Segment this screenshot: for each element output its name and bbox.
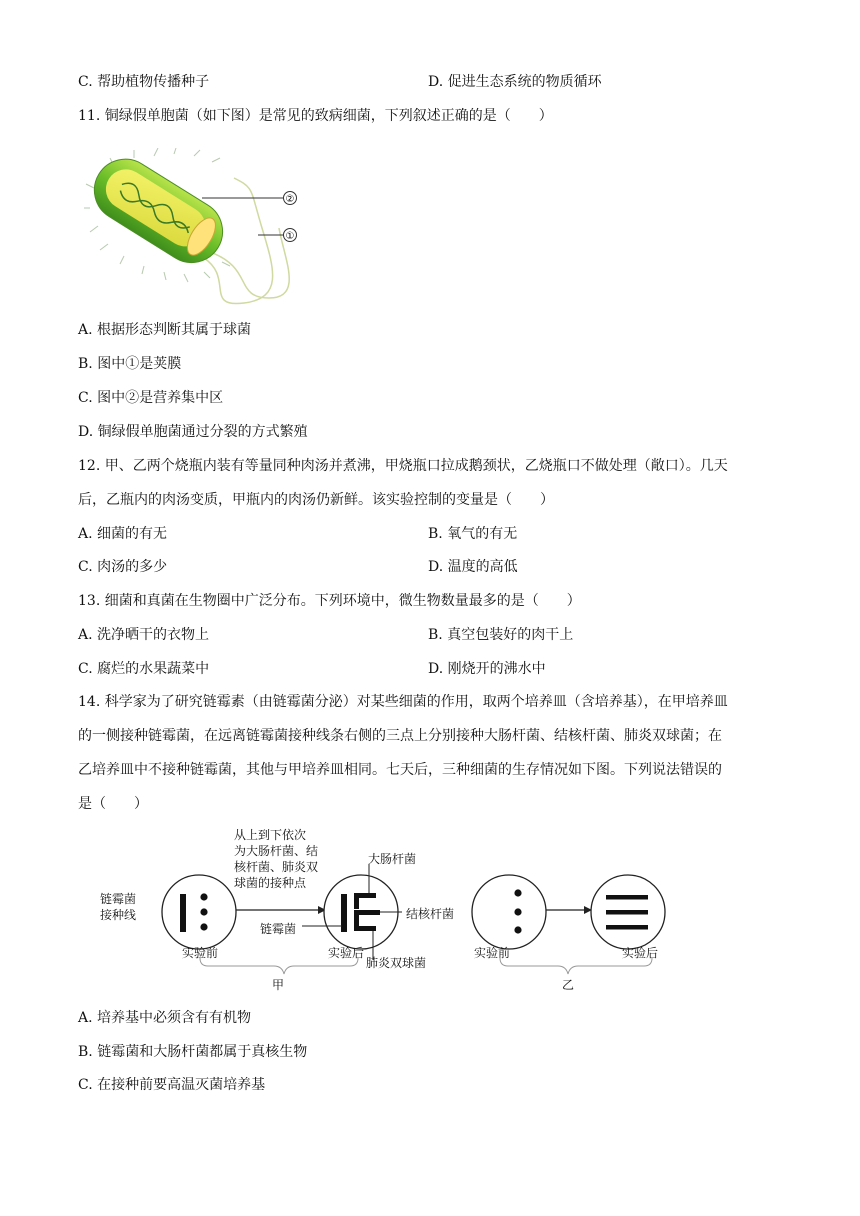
q10-option-c: C. 帮助植物传播种子 bbox=[78, 74, 210, 90]
petri-dish-figure bbox=[96, 826, 676, 996]
q11-option-c: C. 图中②是营养集中区 bbox=[78, 390, 224, 406]
note-line3: 核杆菌、肺炎双 bbox=[234, 860, 319, 874]
group-jia-label: 甲 bbox=[272, 978, 285, 992]
q12-option-c: C. 肉汤的多少 bbox=[78, 559, 168, 575]
label-2: ② bbox=[285, 194, 295, 205]
q13-option-b: B. 真空包装好的肉干上 bbox=[428, 627, 574, 643]
q11-option-d: D. 铜绿假单胞菌通过分裂的方式繁殖 bbox=[78, 424, 308, 440]
q13-option-a: A. 洗净晒干的衣物上 bbox=[78, 627, 210, 643]
q14-option-a: A. 培养基中必须含有有机物 bbox=[78, 1010, 252, 1026]
q12-option-a: A. 细菌的有无 bbox=[78, 526, 168, 542]
q14-option-c: C. 在接种前要高温灭菌培养基 bbox=[78, 1077, 266, 1093]
q10-option-d: D. 促进生态系统的物质循环 bbox=[428, 74, 602, 90]
pneumo-label: 肺炎双球菌 bbox=[366, 956, 427, 970]
q12-option-d: D. 温度的高低 bbox=[428, 559, 518, 575]
q12-stem-line1: 12. 甲、乙两个烧瓶内装有等量同种肉汤并煮沸，甲烧瓶口拉成鹅颈状，乙烧瓶口不做处理（敞口）。几天 bbox=[78, 458, 728, 474]
q13-option-c: C. 腐烂的水果蔬菜中 bbox=[78, 661, 210, 677]
after-label-jia: 实验后 bbox=[328, 946, 365, 960]
q13-stem: 13. 细菌和真菌在生物圈中广泛分布。下列环境中，微生物数量最多的是（ ） bbox=[78, 593, 581, 609]
q14-option-b: B. 链霉菌和大肠杆菌都属于真核生物 bbox=[78, 1044, 308, 1060]
after-label-yi: 实验后 bbox=[622, 946, 659, 960]
note-line1: 从上到下依次 bbox=[234, 828, 307, 842]
strep-line-label-2: 接种线 bbox=[100, 908, 137, 922]
strep-line-label-1: 链霉菌 bbox=[100, 892, 137, 906]
label-1: ① bbox=[285, 231, 295, 242]
strep-label: 链霉菌 bbox=[260, 922, 297, 936]
q14-stem-line2: 的一侧接种链霉菌，在远离链霉菌接种线条右侧的三点上分别接种大肠杆菌、结核杆菌、肺炎双球菌；在 bbox=[78, 728, 722, 744]
q11-stem: 11. 铜绿假单胞菌（如下图）是常见的致病细菌，下列叙述正确的是（ ） bbox=[78, 108, 553, 124]
q12-option-b: B. 氧气的有无 bbox=[428, 526, 518, 542]
bacterium-figure bbox=[84, 148, 314, 308]
before-label-jia: 实验前 bbox=[182, 946, 219, 960]
note-line2: 为大肠杆菌、结 bbox=[234, 844, 319, 858]
q14-stem-line4: 是（ ） bbox=[78, 796, 148, 812]
q14-stem-line1: 14. 科学家为了研究链霉素（由链霉菌分泌）对某些细菌的作用，取两个培养皿（含培养基），在甲培养皿 bbox=[78, 694, 728, 710]
q11-option-b: B. 图中①是荚膜 bbox=[78, 356, 182, 372]
q11-option-a: A. 根据形态判断其属于球菌 bbox=[78, 322, 252, 338]
tb-label: 结核杆菌 bbox=[406, 907, 455, 921]
q12-stem-line2: 后，乙瓶内的肉汤变质，甲瓶内的肉汤仍新鲜。该实验控制的变量是（ ） bbox=[78, 492, 554, 508]
ecoli-label: 大肠杆菌 bbox=[368, 852, 417, 866]
note-line4: 球菌的接种点 bbox=[234, 876, 307, 890]
q13-option-d: D. 刚烧开的沸水中 bbox=[428, 661, 546, 677]
before-label-yi: 实验前 bbox=[474, 946, 511, 960]
q14-stem-line3: 乙培养皿中不接种链霉菌，其他与甲培养皿相同。七天后，三种细菌的生存情况如下图。下列说法错误的 bbox=[78, 762, 722, 778]
group-yi-label: 乙 bbox=[562, 978, 575, 992]
